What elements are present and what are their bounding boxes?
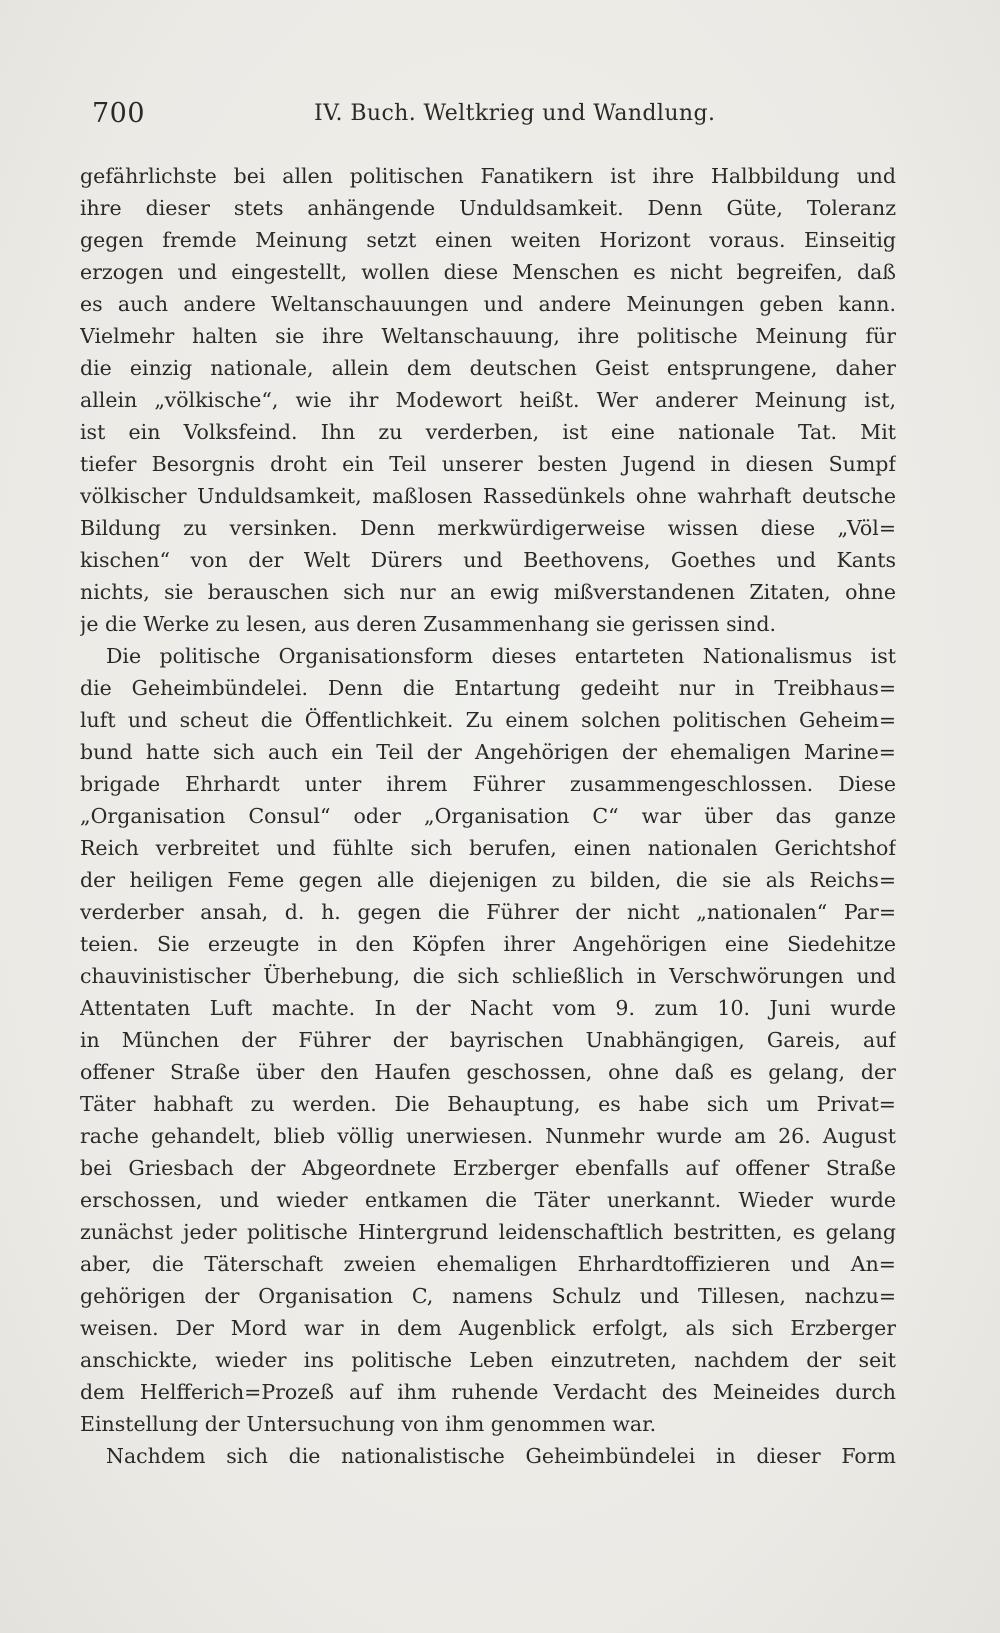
text-line: Die politische Organisationsform dieses entarteten Nationalismus ist (106, 644, 896, 668)
text-line: allein „völkische“, wie ihr Modewort heißt. Wer anderer Meinung ist, (80, 388, 896, 412)
text-line: aber, die Täterschaft zweien ehemaligen Ehrhardtoffizieren und An= (80, 1252, 896, 1276)
text-line: je die Werke zu lesen, aus deren Zusammenhang sie gerissen sind. (80, 612, 777, 636)
page-header (92, 98, 902, 138)
text-line: gefährlichste bei allen politischen Fanatikern ist ihre Halbbildung und (80, 164, 896, 188)
text-line: Bildung zu versinken. Denn merkwürdigerweise wissen diese „Völ= (80, 516, 896, 540)
text-line: chauvinistischer Überhebung, die sich schließlich in Verschwörungen und (80, 964, 896, 988)
text-line: es auch andere Weltanschauungen und andere Meinungen geben kann. (80, 292, 896, 316)
text-line: gegen fremde Meinung setzt einen weiten Horizont voraus. Einseitig (80, 228, 896, 252)
text-line: bei Griesbach der Abgeordnete Erzberger ebenfalls auf offener Straße (80, 1156, 896, 1180)
text-line: Täter habhaft zu werden. Die Behauptung, es habe sich um Privat= (80, 1092, 896, 1116)
text-line: in München der Führer der bayrischen Unabhängigen, Gareis, auf (80, 1028, 896, 1052)
page-number: 700 (92, 98, 146, 129)
text-line: teien. Sie erzeugte in den Köpfen ihrer Angehörigen eine Siedehitze (80, 932, 896, 956)
text-line: die einzig nationale, allein dem deutschen Geist entsprungene, daher (80, 356, 896, 380)
text-line: luft und scheut die Öffentlichkeit. Zu einem solchen politischen Geheim= (80, 708, 896, 732)
text-line: bund hatte sich auch ein Teil der Angehörigen der ehemaligen Marine= (80, 740, 896, 764)
text-line: verderber ansah, d. h. gegen die Führer der nicht „nationalen“ Par= (80, 900, 896, 924)
text-line: brigade Ehrhardt unter ihrem Führer zusammengeschlossen. Diese (80, 772, 896, 796)
text-line: „Organisation Consul“ oder „Organisation C“ war über das ganze (80, 804, 896, 828)
text-line: kischen“ von der Welt Dürers und Beethovens, Goethes und Kants (80, 548, 896, 572)
text-line: erschossen, und wieder entkamen die Täter unerkannt. Wieder wurde (80, 1188, 896, 1212)
text-line: Vielmehr halten sie ihre Weltanschauung, ihre politische Meinung für (80, 324, 896, 348)
text-line: erzogen und eingestellt, wollen diese Menschen es nicht begreifen, daß (80, 260, 896, 284)
text-line: rache gehandelt, blieb völlig unerwiesen. Nunmehr wurde am 26. August (80, 1124, 896, 1148)
text-line: tiefer Besorgnis droht ein Teil unserer besten Jugend in diesen Sumpf (80, 452, 896, 476)
running-head: IV. Buch. Weltkrieg und Wandlung. (314, 101, 716, 126)
text-line: zunächst jeder politische Hintergrund leidenschaftlich bestritten, es gelang (80, 1220, 896, 1244)
text-line: nichts, sie berauschen sich nur an ewig mißverstandenen Zitaten, ohne (80, 580, 896, 604)
text-line: der heiligen Feme gegen alle diejenigen zu bilden, die sie als Reichs= (80, 868, 896, 892)
text-line: weisen. Der Mord war in dem Augenblick erfolgt, als sich Erzberger (80, 1316, 896, 1340)
text-line: dem Helfferich=Prozeß auf ihm ruhende Verdacht des Meineides durch (80, 1380, 896, 1404)
text-line: Einstellung der Untersuchung von ihm genommen war. (80, 1412, 657, 1436)
text-line: völkischer Unduldsamkeit, maßlosen Rassedünkels ohne wahrhaft deutsche (80, 484, 896, 508)
text-line: Reich verbreitet und fühlte sich berufen, einen nationalen Gerichtshof (80, 836, 896, 860)
text-line: die Geheimbündelei. Denn die Entartung gedeiht nur in Treibhaus= (80, 676, 896, 700)
text-line: offener Straße über den Haufen geschossen, ohne daß es gelang, der (80, 1060, 896, 1084)
text-line: gehörigen der Organisation C, namens Schulz und Tillesen, nachzu= (80, 1284, 896, 1308)
text-line: ist ein Volksfeind. Ihn zu verderben, ist eine nationale Tat. Mit (80, 420, 896, 444)
text-line: Attentaten Luft machte. In der Nacht vom 9. zum 10. Juni wurde (80, 996, 896, 1020)
body-text (80, 160, 896, 1472)
text-line: anschickte, wieder ins politische Leben einzutreten, nachdem der seit (80, 1348, 896, 1372)
text-line: ihre dieser stets anhängende Unduldsamkeit. Denn Güte, Toleranz (80, 196, 896, 220)
text-line: Nachdem sich die nationalistische Geheimbündelei in dieser Form (106, 1444, 896, 1468)
